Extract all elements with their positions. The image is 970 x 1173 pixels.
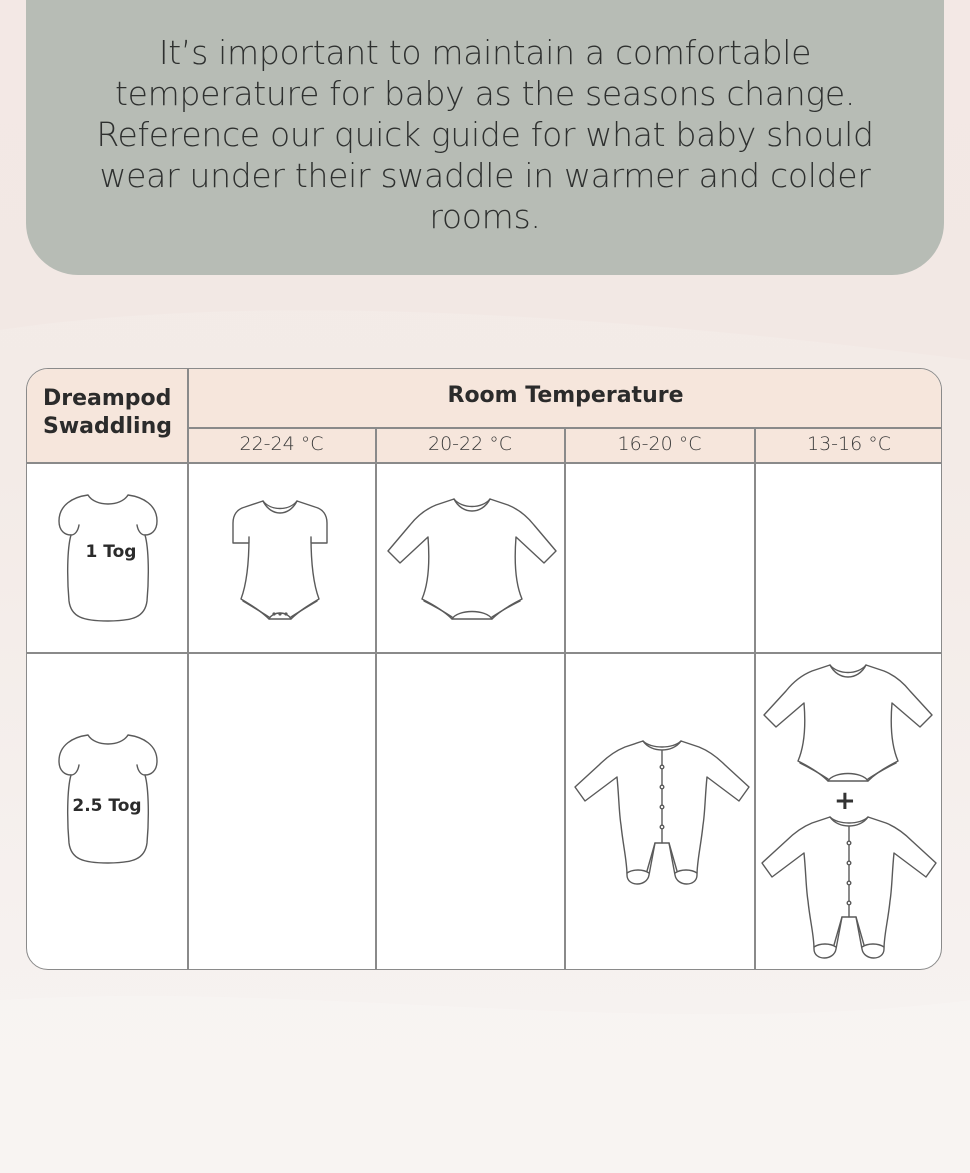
plus-symbol: + [834,786,856,816]
grid-line [27,652,942,654]
intro-banner [26,0,944,275]
grid-line [27,462,942,464]
room-temperature-header: Room Temperature [447,383,684,408]
grid-line [187,427,942,429]
swaddle-2-5-tog-icon [53,729,163,867]
long-sleeve-bodysuit-icon [384,493,560,625]
corner-header-line2: Swaddling [43,414,173,439]
short-sleeve-bodysuit-icon [227,493,333,629]
temp-header-16-20: 16-20 °C [617,433,702,455]
swaddle-1-tog-icon [53,489,163,625]
temp-header-22-24: 22-24 °C [239,433,324,455]
long-sleeve-bodysuit-icon [760,661,936,785]
temp-header-20-22: 20-22 °C [427,433,512,455]
corner-header-line1: Dreampod [43,386,172,411]
footed-sleepsuit-icon [573,735,751,891]
swaddle-2-5-tog-label: 2.5 Tog [72,796,142,816]
swaddle-1-tog-label: 1 Tog [85,542,137,562]
grid-line [754,427,756,970]
grid-line [187,369,189,970]
footed-sleepsuit-icon [760,811,938,965]
grid-line [375,427,377,970]
temperature-guide-table [26,368,942,970]
temp-header-13-16: 13-16 °C [806,433,891,455]
grid-line [564,427,566,970]
corner-header [43,385,172,441]
intro-text: It’s important to maintain a comfortable temperature for baby as the seasons change. Reference our quick guide for what baby should wear under their swaddle in warmer and colder rooms. [96,33,874,236]
